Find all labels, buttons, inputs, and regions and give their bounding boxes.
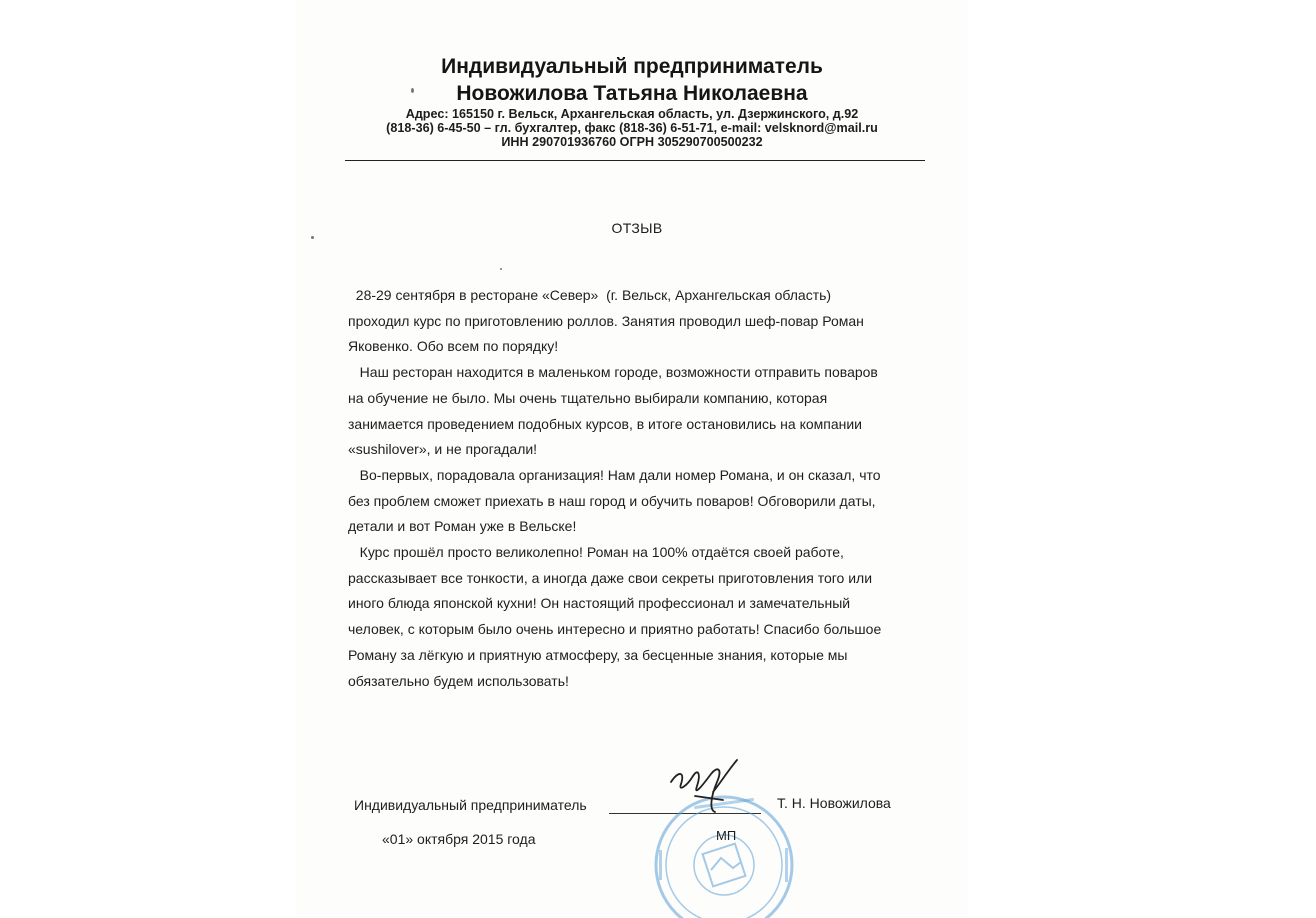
letterhead-title-line2: Новожилова Татьяна Николаевна — [456, 82, 808, 105]
review-body-line: 28-29 сентября в ресторане «Север» (г. Вельск, Архангельская область) — [348, 287, 832, 303]
scan-speck — [311, 236, 314, 239]
review-body-line: Яковенко. Обо всем по порядку! — [348, 338, 559, 355]
handwritten-signature-icon — [665, 752, 755, 822]
letterhead-divider — [345, 160, 925, 161]
review-body-line: Роману за лёгкую и приятную атмосферу, за бесценные знания, которые мы — [348, 646, 848, 663]
letterhead-address: Адрес: 165150 г. Вельск, Архангельская область, ул. Дзержинского, д.92 — [405, 107, 859, 121]
scan-speck — [500, 268, 502, 270]
review-body-line: иного блюда японской кухни! Он настоящий профессионал и замечательный — [348, 595, 851, 612]
review-body-line: Наш ресторан находится в маленьком городе, возможности отправить поваров — [348, 364, 878, 381]
review-body-line: детали и вот Роман уже в Вельске! — [348, 518, 577, 535]
review-body-line: без проблем сможет приехать в наш город и обучить поваров! Обговорили даты, — [348, 492, 876, 509]
stamp-mark: МП — [716, 828, 737, 843]
letterhead-title-line1: Индивидуальный предприниматель — [441, 55, 823, 78]
signer-name: Т. Н. Новожилова — [777, 795, 891, 811]
letterhead-ids: ИНН 290701936760 ОГРН 305290700500232 — [501, 135, 763, 149]
review-body-line: проходил курс по приготовлению роллов. Занятия проводил шеф-повар Роман — [348, 312, 864, 329]
scan-speck — [411, 88, 414, 93]
review-body-line: человек, с которым было очень интересно и приятно работать! Спасибо большое — [348, 621, 882, 638]
review-body-line: «sushilover», и не прогадали! — [348, 441, 538, 458]
document-title: ОТЗЫВ — [611, 220, 663, 236]
review-body-line: на обучение не было. Мы очень тщательно выбирали компанию, которая — [348, 389, 828, 406]
review-body-line: занимается проведением подобных курсов, в итоге остановились на компании — [348, 415, 863, 432]
signature-date: «01» октября 2015 года — [382, 831, 536, 847]
review-body-line: Во-первых, порадовала организация! Нам дали номер Романа, и он сказал, что — [348, 466, 881, 483]
letter-page — [297, 0, 967, 918]
review-body-line: обязательно будем использовать! — [348, 672, 569, 689]
letterhead-contacts: (818-36) 6-45-50 – гл. бухгалтер, факс (818-36) 6-51-71, e-mail: velsknord@mail.ru — [386, 121, 878, 135]
review-body-line: Курс прошёл просто великолепно! Роман на 100% отдаётся своей работе, — [348, 544, 844, 560]
signer-position: Индивидуальный предприниматель — [354, 797, 587, 813]
review-body-line: рассказывает все тонкости, а иногда даже свои секреты приготовления того или — [348, 569, 873, 586]
